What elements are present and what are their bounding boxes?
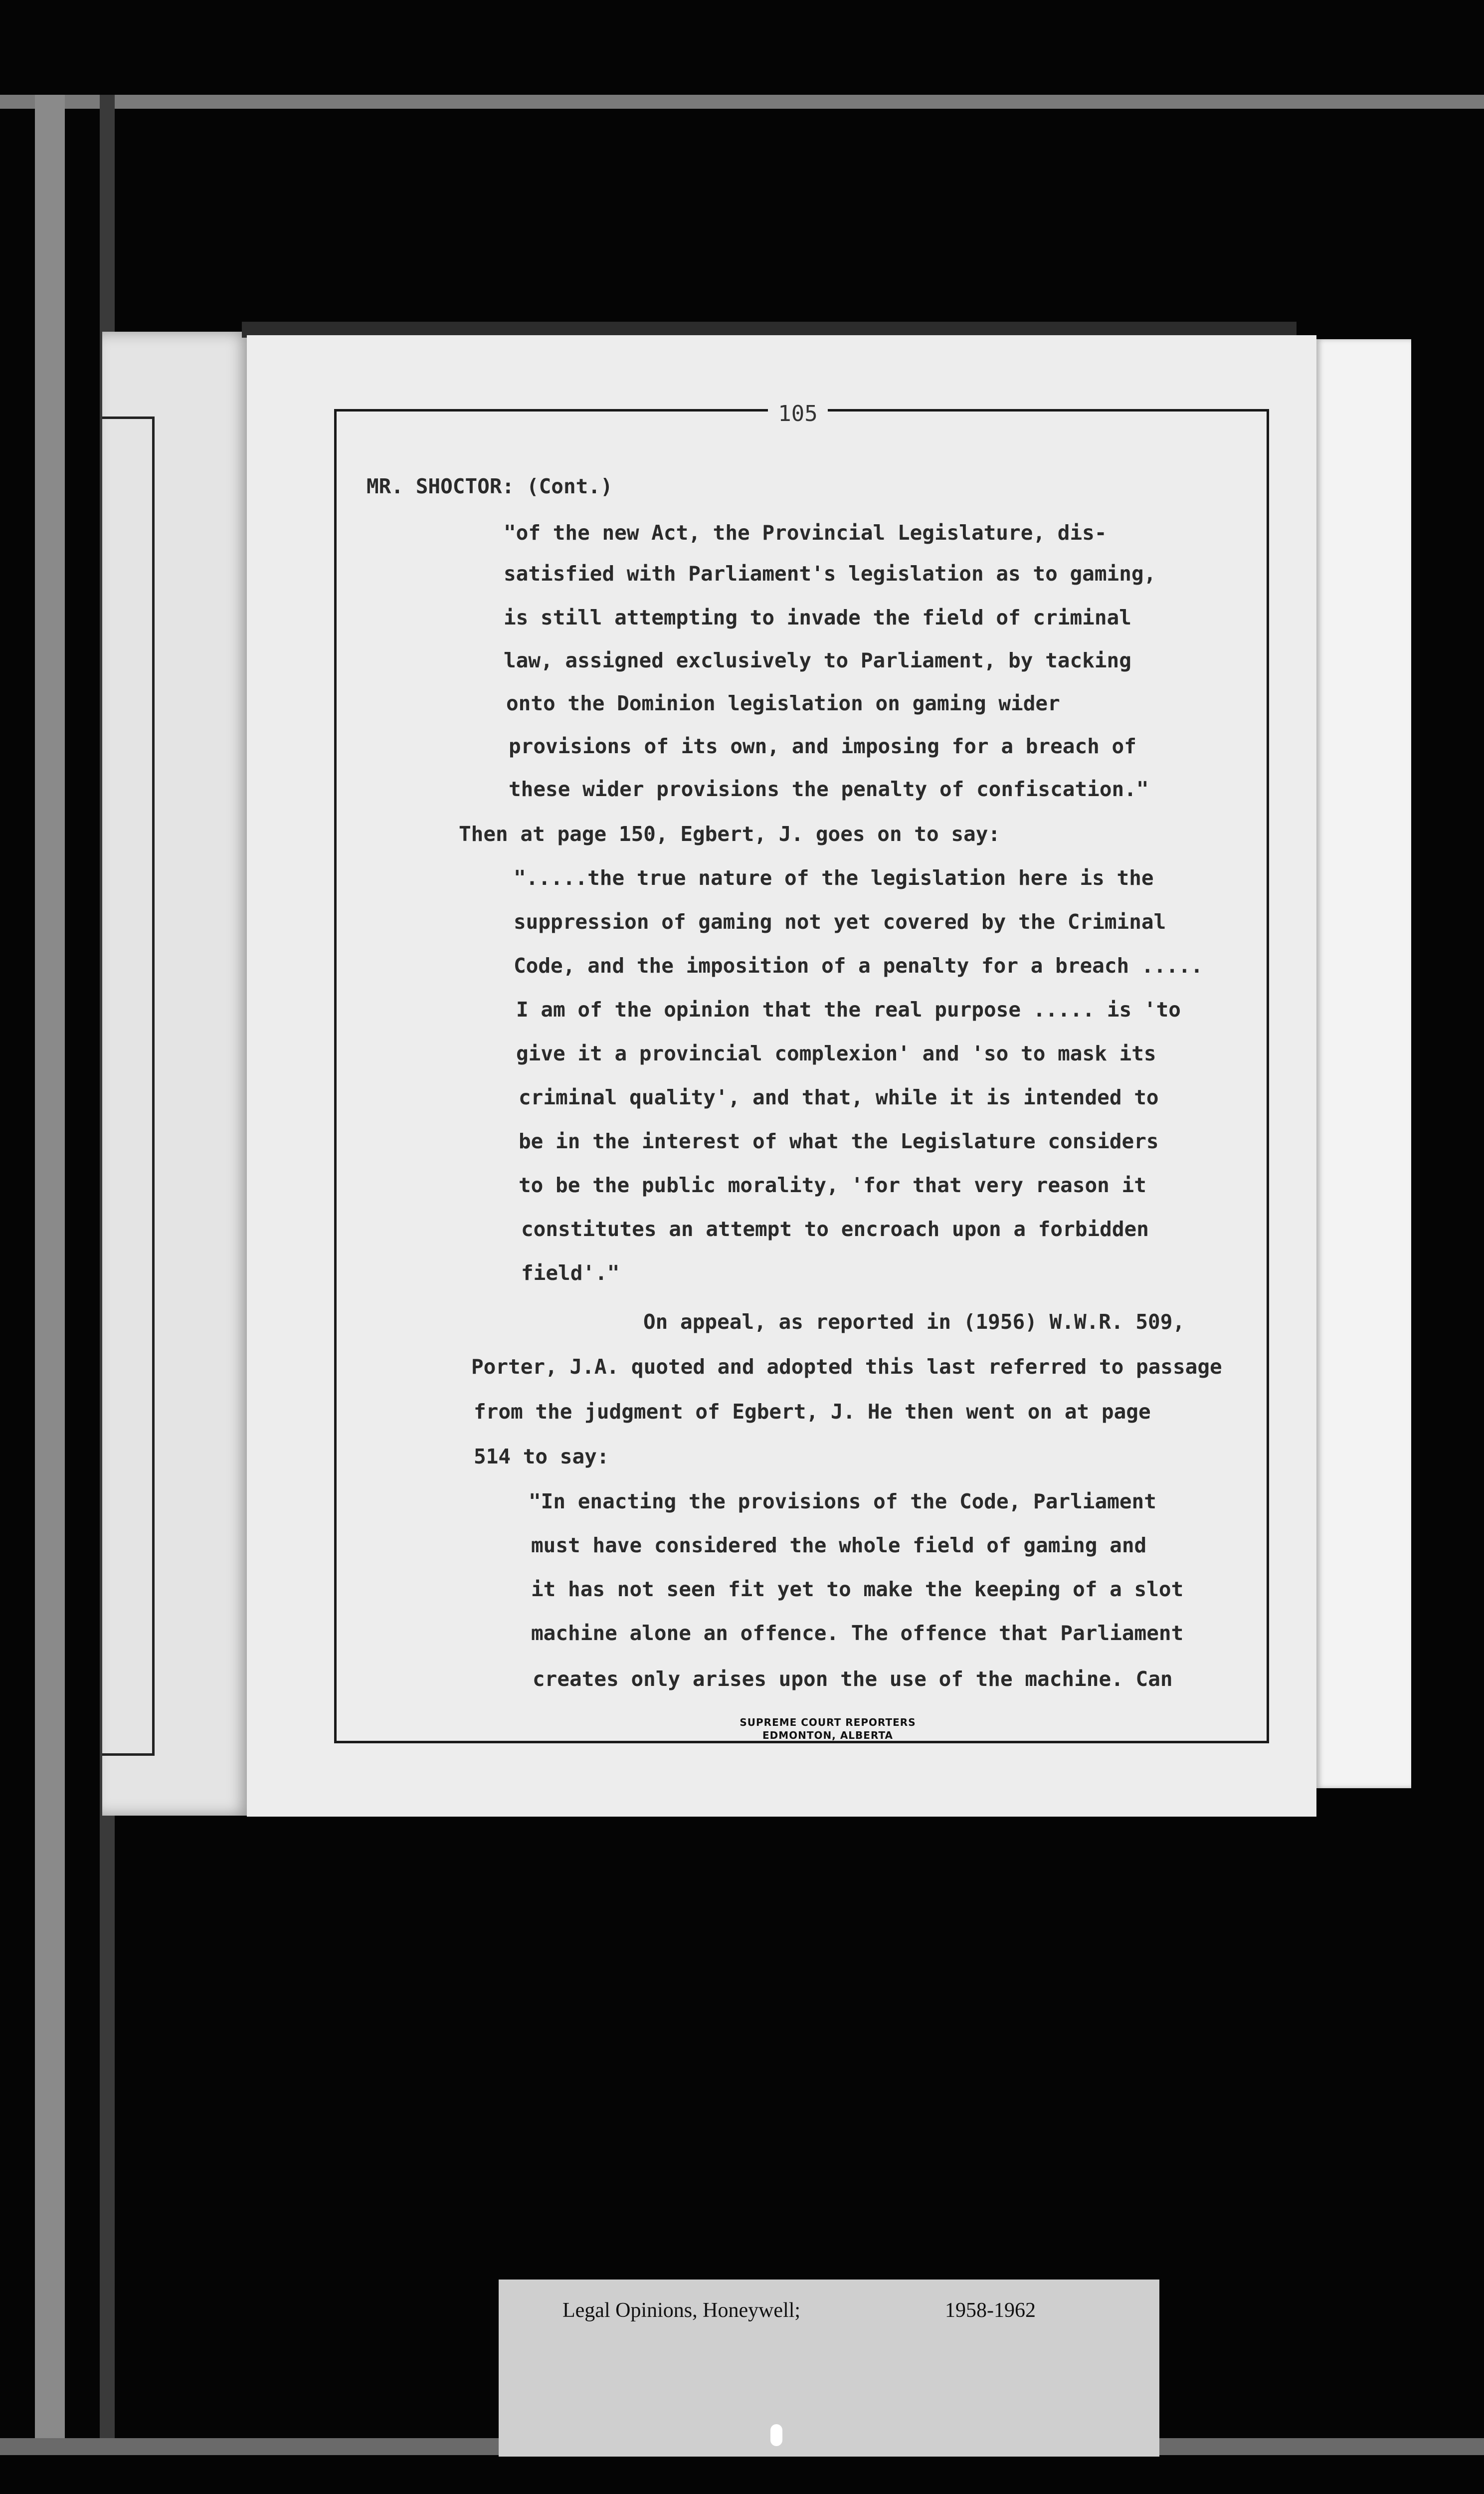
left-facing-page [102, 332, 252, 1816]
reporter-name: SUPREME COURT REPORTERS [740, 1716, 916, 1728]
text-line: give it a provincial complexion' and 'so to mask its [516, 1041, 1156, 1065]
text-line: from the judgment of Egbert, J. He then went on at page [474, 1400, 1151, 1424]
text-line: Code, and the imposition of a penalty for a breach ..... [514, 954, 1203, 978]
text-line: Porter, J.A. quoted and adopted this last referred to passage [471, 1355, 1222, 1379]
text-line: criminal quality', and that, while it is intended to [519, 1085, 1159, 1109]
label-mark [770, 2424, 782, 2446]
text-line: 514 to say: [474, 1445, 609, 1468]
text-line: I am of the opinion that the real purpose ..... is 'to [516, 998, 1181, 1022]
text-line: field'." [521, 1261, 620, 1285]
page-right-edge [1316, 339, 1411, 1788]
text-line: these wider provisions the penalty of confiscation." [509, 777, 1149, 801]
left-page-frame [102, 416, 155, 1756]
reporter-stamp [688, 1716, 967, 1742]
text-line: machine alone an offence. The offence that Parliament [531, 1621, 1184, 1645]
reporter-location: EDMONTON, ALBERTA [762, 1729, 894, 1741]
text-line: suppression of gaming not yet covered by the Criminal [514, 910, 1166, 934]
text-line: constitutes an attempt to encroach upon a forbidden [521, 1217, 1149, 1241]
page-number: 105 [768, 399, 828, 429]
speaker-heading: MR. SHOCTOR: (Cont.) [367, 474, 613, 498]
text-line: be in the interest of what the Legislature considers [519, 1129, 1159, 1153]
archive-label-card [499, 2280, 1159, 2457]
text-line: must have considered the whole field of gaming and [531, 1533, 1147, 1557]
film-strip-top [0, 95, 1484, 109]
text-line: to be the public morality, 'for that very reason it [519, 1173, 1146, 1197]
text-line: onto the Dominion legislation on gaming wider [506, 691, 1060, 715]
text-line: "of the new Act, the Provincial Legislature, dis- [504, 521, 1107, 545]
text-line: "In enacting the provisions of the Code, Parliament [529, 1489, 1156, 1513]
text-line: ".....the true nature of the legislation here is the [514, 866, 1154, 890]
film-strip-left [35, 95, 65, 2455]
text-line: creates only arises upon the use of the machine. Can [533, 1667, 1173, 1691]
text-line: provisions of its own, and imposing for a breach of [509, 734, 1136, 758]
text-line: law, assigned exclusively to Parliament, by tacking [504, 648, 1131, 672]
label-years: 1958-1962 [945, 2299, 1036, 2322]
text-line: Then at page 150, Egbert, J. goes on to say: [459, 822, 1001, 846]
label-title: Legal Opinions, Honeywell; [562, 2299, 801, 2322]
text-line: satisfied with Parliament's legislation as to gaming, [504, 562, 1156, 586]
text-line: it has not seen fit yet to make the keeping of a slot [531, 1577, 1184, 1601]
text-line: On appeal, as reported in (1956) W.W.R. 509, [643, 1310, 1185, 1334]
text-line: is still attempting to invade the field of criminal [504, 606, 1131, 629]
